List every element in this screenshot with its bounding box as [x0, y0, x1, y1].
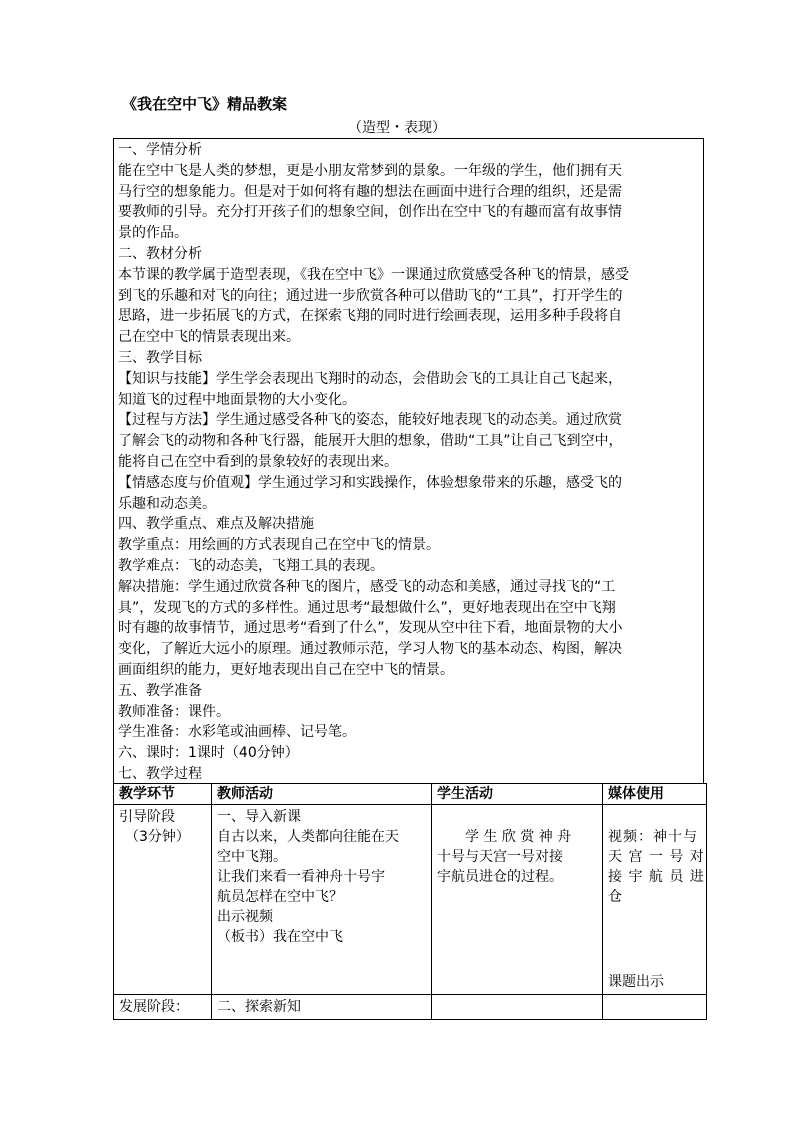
body-line: 到飞的乐趣和对飞的向往；通过进一步欣赏各种可以借助飞的“工具”，打开学生的	[118, 287, 623, 304]
student-line: 十号与天宫一号对接	[437, 849, 563, 865]
teacher-activity-cell: 二、探索新知	[212, 995, 432, 1020]
body-line: 己在空中飞的情景表现出来。	[118, 329, 300, 346]
table-row	[114, 805, 707, 995]
body-line: 四、教学重点、难点及解决措施	[118, 516, 314, 533]
lesson-plan-body	[113, 138, 704, 784]
body-line: 教学难点：飞的动态美，飞翔工具的表现。	[118, 557, 384, 574]
teacher-line: 让我们来看一看神舟十号宇	[217, 869, 385, 885]
media-cell	[603, 805, 707, 995]
teacher-line: 航员怎样在空中飞？	[217, 889, 343, 905]
stage-name: 引导阶段	[119, 809, 175, 825]
body-line: 【情感态度与价值观】学生通过学习和实践操作，体验想象带来的乐趣，感受飞的	[118, 474, 622, 491]
body-line: 一、学情分析	[118, 142, 202, 158]
teacher-line: 出示视频	[217, 909, 273, 925]
body-line: 六、课时：1课时（40分钟）	[118, 745, 299, 762]
teacher-activity-cell	[212, 805, 432, 995]
body-line: 变化，了解近大远小的原理。通过教师示范，学习人物飞的基本动态、构图，解决	[118, 641, 622, 658]
media-line: 视频：神十与	[608, 829, 698, 845]
body-line: 能将自己在空中看到的景象较好的表现出来。	[118, 453, 398, 470]
body-line: 【过程与方法】学生通过感受各种飞的姿态，能较好地表现飞的动态美。通过欣赏	[118, 412, 622, 429]
teacher-line: 一、导入新课	[217, 809, 301, 825]
media-cell	[603, 995, 707, 1020]
teacher-line: 空中飞翔。	[217, 849, 287, 865]
header-student-activity: 学生活动	[432, 784, 603, 805]
teacher-line: 自古以来，人类都向往能在天	[217, 829, 399, 845]
table-row	[114, 995, 707, 1020]
body-line: 教学重点：用绘画的方式表现自己在空中飞的情景。	[118, 537, 440, 554]
document-title: 《我在空中飞》精品教案	[122, 95, 288, 113]
body-line: 三、教学目标	[118, 349, 202, 366]
body-line: 本节课的教学属于造型表现，《我在空中飞》一课通过欣赏感受各种飞的情景，感受	[118, 266, 629, 283]
document-subtitle: （造型・表现）	[348, 120, 446, 136]
media-line: 接 宇 航 员 进	[608, 869, 705, 885]
media-line: 仓	[608, 889, 623, 905]
student-activity-cell	[432, 805, 603, 995]
media-topic-display: 课题出示	[608, 974, 664, 990]
body-line: 解决措施：学生通过欣赏各种飞的图片，感受飞的动态和美感，通过寻找飞的“工	[118, 578, 616, 595]
body-line: 七、教学过程	[118, 765, 202, 782]
body-line: 了解会飞的动物和各种飞行器，能展开大胆的想象，借助“工具”让自己飞到空中，	[118, 433, 623, 450]
body-line: 要教师的引导。充分打开孩子们的想象空间，创作出在空中飞的有趣而富有故事情	[118, 204, 622, 221]
student-line: 学 生 欣 赏 神 舟	[465, 829, 572, 845]
body-line: 二、教材分析	[118, 245, 202, 262]
body-line: 时有趣的故事情节，通过思考“看到了什么”，发现从空中往下看，地面景物的大小	[118, 620, 623, 637]
body-line: 知道飞的过程中地面景物的大小变化。	[118, 391, 356, 408]
body-line: 教师准备：课件。	[118, 703, 230, 720]
student-line: 宇航员进仓的过程。	[437, 869, 563, 885]
stage-duration: （3分钟）	[125, 829, 190, 845]
body-line: 画面组织的能力，更好地表现出自己在空中飞的情景。	[118, 661, 454, 678]
stage-cell: 发展阶段：	[114, 995, 212, 1020]
header-teacher-activity: 教师活动	[212, 784, 432, 805]
body-line: 思路，进一步拓展飞的方式，在探索飞翔的同时进行绘画表现，运用多种手段将自	[118, 308, 622, 325]
teacher-line: （板书）我在空中飞	[217, 929, 343, 945]
body-line: 乐趣和动态美。	[118, 495, 216, 512]
body-line: 学生准备：水彩笔或油画棒、记号笔。	[118, 724, 356, 741]
body-line: 景的作品。	[118, 225, 188, 242]
header-media: 媒体使用	[603, 784, 707, 805]
body-line: 马行空的想象能力。但是对于如何将有趣的想法在画面中进行合理的组织，还是需	[118, 183, 622, 200]
media-line: 天 宫 一 号 对	[608, 849, 705, 865]
table-header-row	[114, 784, 707, 805]
body-line: 【知识与技能】学生学会表现出飞翔时的动态，会借助会飞的工具让自己飞起来，	[118, 370, 622, 387]
stage-cell	[114, 805, 212, 995]
student-activity-cell	[432, 995, 603, 1020]
body-line: 能在空中飞是人类的梦想，更是小朋友常梦到的景象。一年级的学生，他们拥有天	[118, 162, 622, 179]
body-line: 五、教学准备	[118, 682, 202, 699]
header-stage: 教学环节	[114, 784, 212, 805]
teaching-process-table	[113, 783, 707, 1020]
body-line: 具”，发现飞的方式的多样性。通过思考“最想做什么”，更好地表现出在空中飞翔	[118, 599, 616, 616]
